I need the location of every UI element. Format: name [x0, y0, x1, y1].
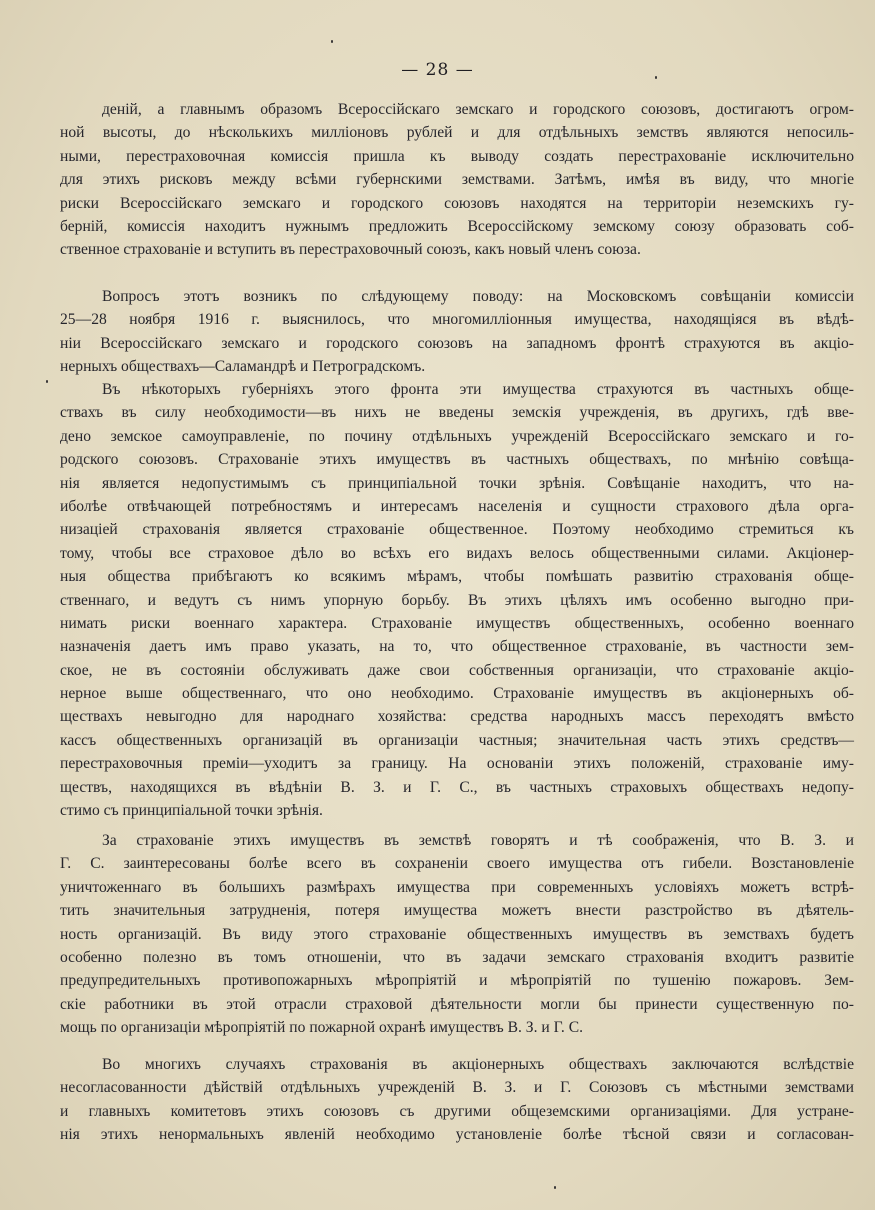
text-line: ществахъ невыгодно для народнаго хозяйства: средства народныхъ массъ переходятъ вмѣсто — [60, 708, 854, 726]
text-line: ность организацій. Въ виду этого страхованіе общественныхъ имуществъ въ земствахъ будетъ — [60, 925, 854, 943]
text-line: нерное выше общественнаго, что оно необходимо. Страхованіе имуществъ въ акціонерныхъ об- — [60, 685, 854, 703]
text-line: нія этихъ ненормальныхъ явленій необходимо установленіе болѣе тѣсной связи и согласован- — [60, 1126, 854, 1144]
text-line: скіе работники въ этой отрасли страховой дѣятельности могли бы принести существенную по- — [60, 995, 854, 1013]
paragraph — [60, 829, 854, 1040]
text-line: ственное страхованіе и вступить въ перестраховочный союзъ, какъ новый членъ союза. — [60, 241, 641, 259]
text-line: стимо съ принципіальной точки зрѣнія. — [60, 802, 323, 820]
paragraph — [60, 1053, 854, 1147]
text-line: берній, комиссія находитъ нужнымъ предложить Всероссійскому земскому союзу образовать соб- — [60, 217, 854, 235]
text-line: нія является недопустимымъ съ принципіальной точки зрѣнія. Совѣщаніе находитъ, что на- — [60, 474, 854, 492]
text-line: назначенія даетъ имъ право указать, на то, что общественное страхованіе, въ частности зем- — [60, 638, 854, 656]
text-line: предупредительныхъ противопожарныхъ мѣропріятій и мѣропріятій по тушенію пожаровъ. Зем- — [60, 972, 854, 990]
text-line: ское, не въ состояніи обслуживать даже свои собственныя организаціи, что страхованіе акціо- — [60, 661, 854, 679]
text-line: ной высоты, до нѣсколькихъ милліоновъ рублей и для отдѣльныхъ земствъ являются непосиль- — [60, 124, 854, 142]
text-line: иболѣе отвѣчающей потребностямъ и интересамъ населенія и сущности страхового дѣла орга- — [60, 497, 854, 515]
text-line: ными, перестраховочная комиссія пришла къ выводу создать перестрахованіе исключительно — [60, 147, 854, 165]
ink-speck — [331, 40, 333, 43]
text-line: кассъ общественныхъ организацій въ организаціи частныя; значительная часть этихъ средствъ— — [60, 731, 854, 749]
text-line: ніи Всероссійскаго земскаго и городского союзовъ на западномъ фронтѣ страхуются въ акціо- — [60, 334, 854, 352]
text-line: и главныхъ комитетовъ этихъ союзовъ съ другими общеземскими организаціями. Для устране- — [60, 1102, 854, 1120]
text-line: риски Всероссійскаго земскаго и городского союзовъ находятся на территоріи неземскихъ гу- — [60, 194, 854, 212]
paragraph — [60, 98, 854, 262]
text-line: перестраховочныя преміи—уходитъ за границу. На основаніи этихъ положеній, страхованіе иму- — [60, 755, 854, 773]
text-line: нимать риски военнаго характера. Страхованіе имуществъ общественныхъ, особенно военнаго — [60, 614, 854, 632]
text-line: особенно полезно въ томъ отношеніи, что въ задачи земскаго страхованія входитъ развитіе — [60, 948, 854, 966]
text-line: нерныхъ обществахъ—Саламандрѣ и Петроградскомъ. — [60, 358, 426, 376]
paragraph — [60, 378, 854, 822]
text-line: За страхованіе этихъ имуществъ въ земствѣ говорятъ и тѣ соображенія, что В. З. и — [102, 832, 854, 849]
text-line: ществъ, находящихся въ вѣдѣніи В. З. и Г. С., въ частныхъ страховыхъ обществахъ недопу- — [60, 778, 854, 796]
text-line: Въ нѣкоторыхъ губерніяхъ этого фронта эти имущества страхуются въ частныхъ обще- — [102, 381, 854, 398]
text-line: ствахъ въ силу необходимости—въ нихъ не введены земскія учрежденія, въ другихъ, гдѣ вве- — [60, 404, 854, 422]
text-line: родского союзовъ. Страхованіе этихъ имуществъ въ частныхъ обществахъ, по мнѣнію совѣща- — [60, 451, 854, 469]
ink-speck — [46, 380, 48, 383]
ink-speck — [655, 76, 657, 79]
text-line: тому, чтобы все страховое дѣло во всѣхъ его видахъ велось общественными силами. Акціонер- — [60, 544, 854, 562]
text-line: несогласованности дѣйствій отдѣльныхъ учрежденій В. З. и Г. Союзовъ съ мѣстными земствами — [60, 1079, 854, 1097]
text-line: Г. С. заинтересованы болѣе всего въ сохраненіи своего имущества отъ гибели. Возстановленіе — [60, 855, 854, 873]
text-line: ственнаго, и ведутъ съ нимъ упорную борьбу. Въ этихъ цѣляхъ имъ особенно выгодно при- — [60, 591, 854, 609]
page-number: — 28 — — [401, 60, 474, 80]
paragraph — [60, 285, 854, 379]
text-line: Вопросъ этотъ возникъ по слѣдующему поводу: на Московскомъ совѣщаніи комиссіи — [102, 288, 854, 305]
text-line: 25—28 ноября 1916 г. выяснилось, что многомилліонныя имущества, находящіяся въ вѣдѣ- — [60, 311, 854, 329]
text-line: Во многихъ случаяхъ страхованія въ акціонерныхъ обществахъ заключаются вслѣдствіе — [102, 1056, 854, 1073]
text-line: мощь по организаціи мѣропріятій по пожарной охранѣ имуществъ В. З. и Г. С. — [60, 1019, 583, 1037]
text-line: дено земское самоуправленіе, по почину отдѣльныхъ учрежденій Всероссійскаго земскаго и го- — [60, 427, 854, 445]
text-line: для этихъ рисковъ между всѣми губернскими земствами. Затѣмъ, имѣя въ виду, что многіе — [60, 171, 854, 189]
text-line: деній, а главнымъ образомъ Всероссійскаго земскаго и городского союзовъ, достигаютъ огром- — [102, 101, 854, 118]
text-line: уничтоженнаго въ большихъ размѣрахъ имущества при современныхъ условіяхъ можетъ встрѣ- — [60, 878, 854, 896]
text-line: тить значительныя затрудненія, потеря имущества можетъ внести разстройство въ дѣятель- — [60, 902, 854, 920]
ink-speck — [554, 1186, 556, 1189]
text-line: ныя общества прибѣгаютъ ко всякимъ мѣрамъ, чтобы помѣшать развитію страхованія обще- — [60, 568, 854, 586]
text-line: низаціей страхованія является страхованіе общественное. Поэтому необходимо стремиться къ — [60, 521, 854, 539]
